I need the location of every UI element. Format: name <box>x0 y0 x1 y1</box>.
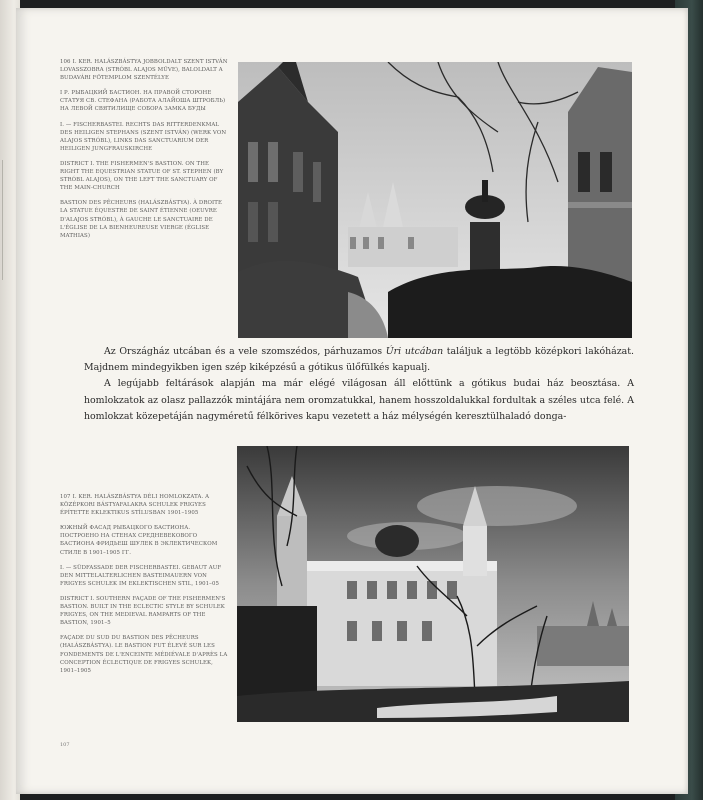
margin-pencil-marks <box>2 160 17 280</box>
caption-top-hu: 106 I. KER. HALÁSZBÁSTYA JOBBOLDALT SZENT ISTVÁN LOVASSZOBRA (STRÓBL ALAJOS MŰVE), BALOLDALT A BUDAVÁRI FŐTEMPLOM SZENTÉLYE <box>60 59 228 82</box>
body-paragraph-2: A legújabb feltárások alapján ma már elégé világosan áll előttünk a gótikus budai ház beosztása. A homlokzatok az olasz pallazzók mintájára nem oromzatukkal, hanem hosszoldalukkal fordultak a széles utca felé. A homlokzat közepetáján nagyméretű félkörives kapu vezetett a ház mélységén keresztülhaladó donga- <box>84 378 634 422</box>
book-page <box>16 8 688 794</box>
caption-bottom-hu: 107 I. KER. HALÁSZBÁSTYA DÉLI HOMLOKZATA. A KÖZÉPKORI BÁSTYAFALAKRA SCHULEK FRIGYES ÉPÍTETTE EKLEKTIKUS STÍLUSBAN 1901–1905 <box>60 494 210 517</box>
italic-street-name: Úri utcában <box>385 346 444 357</box>
caption-bottom <box>60 493 228 682</box>
caption-top-de: I. — FISCHERBASTEI. RECHTS DAS RITTERDENKMAL DES HEILIGEN STEPHANS (SZENT ISTVÁN) (WERK VON ALAJOS STRÓBL), LINKS DAS SANCTUARIUM DER HEILIGEN JUNGFRAUSKIRCHE <box>60 121 227 152</box>
caption-top-fr: BASTION DES PÊCHEURS (HALÁSZBÁSTYA). À DROITE LA STATUE ÉQUESTRE DE SAINT ÉTIENNE (OEUVRE D'ALAJOS STRÓBL), À GAUCHE LE SANCTUAIRE DE L'ÉGLISE DE LA BIENHEUREUSE VIERGE (ÉGLISE MATHIAS) <box>60 200 222 239</box>
caption-bottom-de: I. — SÜDFASSADE DER FISCHERBASTEI. GEBAUT AUF DEN MITTELALTERLICHEN BASTEIMAUERN VON FRIGYES SCHULEK IM EKLEKTISCHEN STIL, 1901–05 <box>60 564 222 587</box>
page-number: 107 <box>60 742 70 748</box>
photo-fishermens-bastion-statue <box>238 62 632 338</box>
caption-top-en: DISTRICT I. THE FISHERMEN'S BASTION. ON THE RIGHT THE EQUESTRIAN STATUE OF ST. STEPHEN (BY STRÓBL ALAJOS), ON THE LEFT THE SANCTUARY OF THE MAIN-CHURCH <box>60 160 224 192</box>
caption-top <box>60 58 228 247</box>
photo-fishermens-bastion-south-facade <box>237 446 629 722</box>
photo-top-image <box>238 62 632 338</box>
body-paragraph-1: Az Országház utcában és a vele szomszédos, párhuzamos Úri utcában találjuk a legtöbb középkori lakóházat. Majdnem mindegyikben igen szép kiképzésű a gótikus ülőfülkés kapualj. <box>84 346 634 374</box>
caption-top-ru: I Р. РЫБАЦКИЙ БАСТИОН. НА ПРАВОЙ СТОРОНЕ СТАТУЯ СВ. СТЕФАНА (РАБОТА АЛАЙОША ШТРОБЛЬ) НА ЛЕВОЙ СВЯТИЛИЩЕ СОБОРА ЗАМКА БУДЫ <box>60 90 226 113</box>
caption-bottom-fr: FAÇADE DU SUD DU BASTION DES PÊCHEURS (HALÁSZBÁSTYA). LE BASTION FUT ÉLEVÉ SUR LES FONDEMENTS DE L'ENCEINTE MÉDIÉVALE D'APRÈS LA CONCEPTION ÉCLECTIQUE DE FRIGYES SCHULEK, 1901–1905 <box>60 635 228 674</box>
photo-bottom-image <box>237 446 629 722</box>
caption-bottom-en: DISTRICT I. SOUTHERN FAÇADE OF THE FISHERMEN'S BASTION. BUILT IN THE ECLECTIC STYLE BY SCHULEK FRIGYES, ON THE MEDIEVAL RAMPARTS OF THE BASTION, 1901–5 <box>60 595 226 627</box>
caption-bottom-ru: ЮЖНЫЙ ФАСАД РЫБАЦКОГО БАСТИОНА. ПОСТРОЕНО НА СТЕНАХ СРЕДНЕВЕКОВОГО БАСТИОНА ФРИДЬЕШ ШУЛЕК В ЭКЛЕКТИЧЕСКОМ СТИЛЕ В 1901–1905 ГГ. <box>60 525 218 556</box>
body-text <box>84 344 634 425</box>
